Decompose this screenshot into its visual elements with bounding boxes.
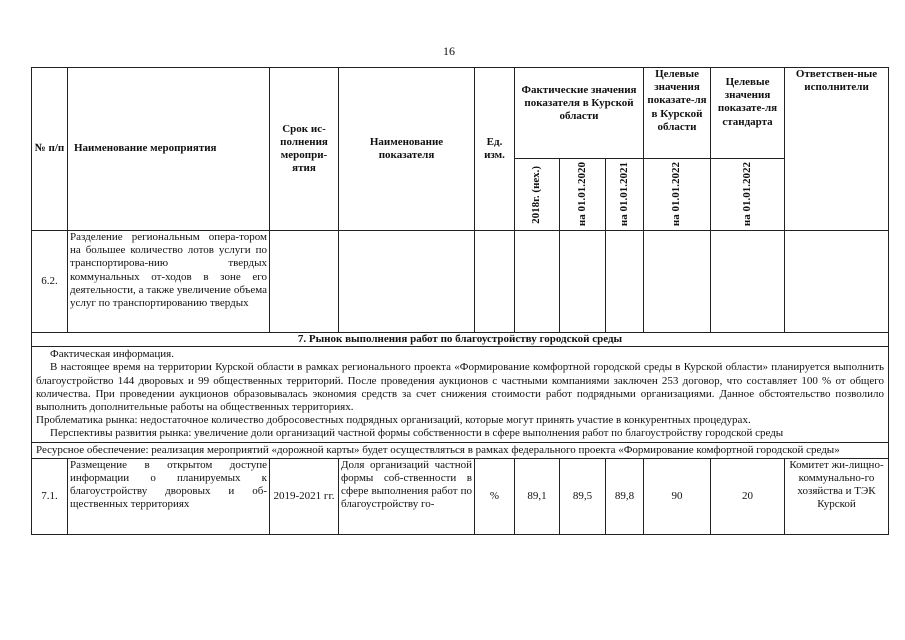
row-v2020 [560,231,606,333]
header-num: № п/п [32,68,68,231]
row-indicator: Доля организаций частной формы соб-ственности в сфере выполнения работ по благоустройству го- [339,458,475,534]
row-event: Размещение в открытом доступе информации о планируемых к благоустройству дворовых и об-щественных территориях [68,458,270,534]
row-v2020: 89,5 [560,458,606,534]
row-target [644,231,711,333]
row-v2021 [606,231,644,333]
subheader-2018: 2018г. (нех.) [515,159,560,231]
row-v2018: 89,1 [515,458,560,534]
header-target-kursk: Целевые значения показате-ля в Курской области [644,68,711,159]
measures-table [31,67,889,535]
fact-info-cell [32,347,889,442]
row-responsible: Комитет жи-лищно-коммунально-го хозяйства и ТЭК Курской [785,458,889,534]
fact-body: В настоящее время на территории Курской области в рамках регионального проекта «Формирование комфортной городской среды в Курской области» планируется выполнить благоустройство 144 дворовых и 99 общественных территорий. После проведения аукционов с частными компаниями заключен 253 договор, что составляет 100 % от общего количества. При проведении аукционов образовывалась экономия средств за счет снижения стоимости работ подрядными организациями. Данное обстоятельство позволило выполнить дополнительные работы на общественных территориях. [36,361,885,413]
table-row [32,231,889,333]
subheader-2021: на 01.01.2021 [606,159,644,231]
row-num: 6.2. [32,231,68,333]
row-responsible [785,231,889,333]
row-deadline [270,231,339,333]
section-title-row [32,333,889,347]
table-row [32,458,889,534]
header-target-standard: Целевые значения показате-ля стандарта [711,68,785,159]
header-unit: Ед. изм. [475,68,515,231]
row-indicator [339,231,475,333]
subheader-standard-2022: на 01.01.2022 [711,159,785,231]
subheader-target-2022: на 01.01.2022 [644,159,711,231]
market-perspectives: Перспективы развития рынка: увеличение доли организаций частной формы собственности в сфере выполнения работ по благоустройству городской среды [50,427,784,440]
row-v2021: 89,8 [606,458,644,534]
row-unit [475,231,515,333]
row-v2018 [515,231,560,333]
section-title: 7. Рынок выполнения работ по благоустройству городской среды [32,333,889,347]
header-row [32,68,889,159]
market-problems: Проблематика рынка: недостаточное количество добросовестных подрядных организаций, которые могут принять участие в конкурентных процедурах. [36,414,751,427]
row-standard [711,231,785,333]
fact-info-row [32,347,889,442]
header-actual-group: Фактические значения показателя в Курской области [515,68,644,159]
resources-row [32,442,889,458]
row-deadline: 2019-2021 гг. [270,458,339,534]
row-event: Разделение региональным опера-тором на большее количество лотов услуги по транспортирова-нию твердых коммунальных от-ходов в зоне его деятельности, а также увеличение объема услуг по транспортированию твердых [68,231,270,333]
row-target: 90 [644,458,711,534]
header-indicator: Наименование показателя [339,68,475,231]
row-num: 7.1. [32,458,68,534]
header-event: Наименование мероприятия [68,68,270,231]
row-standard: 20 [711,458,785,534]
resources-cell: Ресурсное обеспечение: реализация мероприятий «дорожной карты» будет осуществляться в рамках федерального проекта «Формирование комфортной городской среды» [32,442,889,458]
fact-label: Фактическая информация. [50,348,174,361]
row-unit: % [475,458,515,534]
header-deadline: Срок ис-полнения меропри-ятия [270,68,339,231]
page-number: 16 [443,44,455,58]
subheader-2020: на 01.01.2020 [560,159,606,231]
header-responsible: Ответствен-ные исполнители [785,68,889,231]
